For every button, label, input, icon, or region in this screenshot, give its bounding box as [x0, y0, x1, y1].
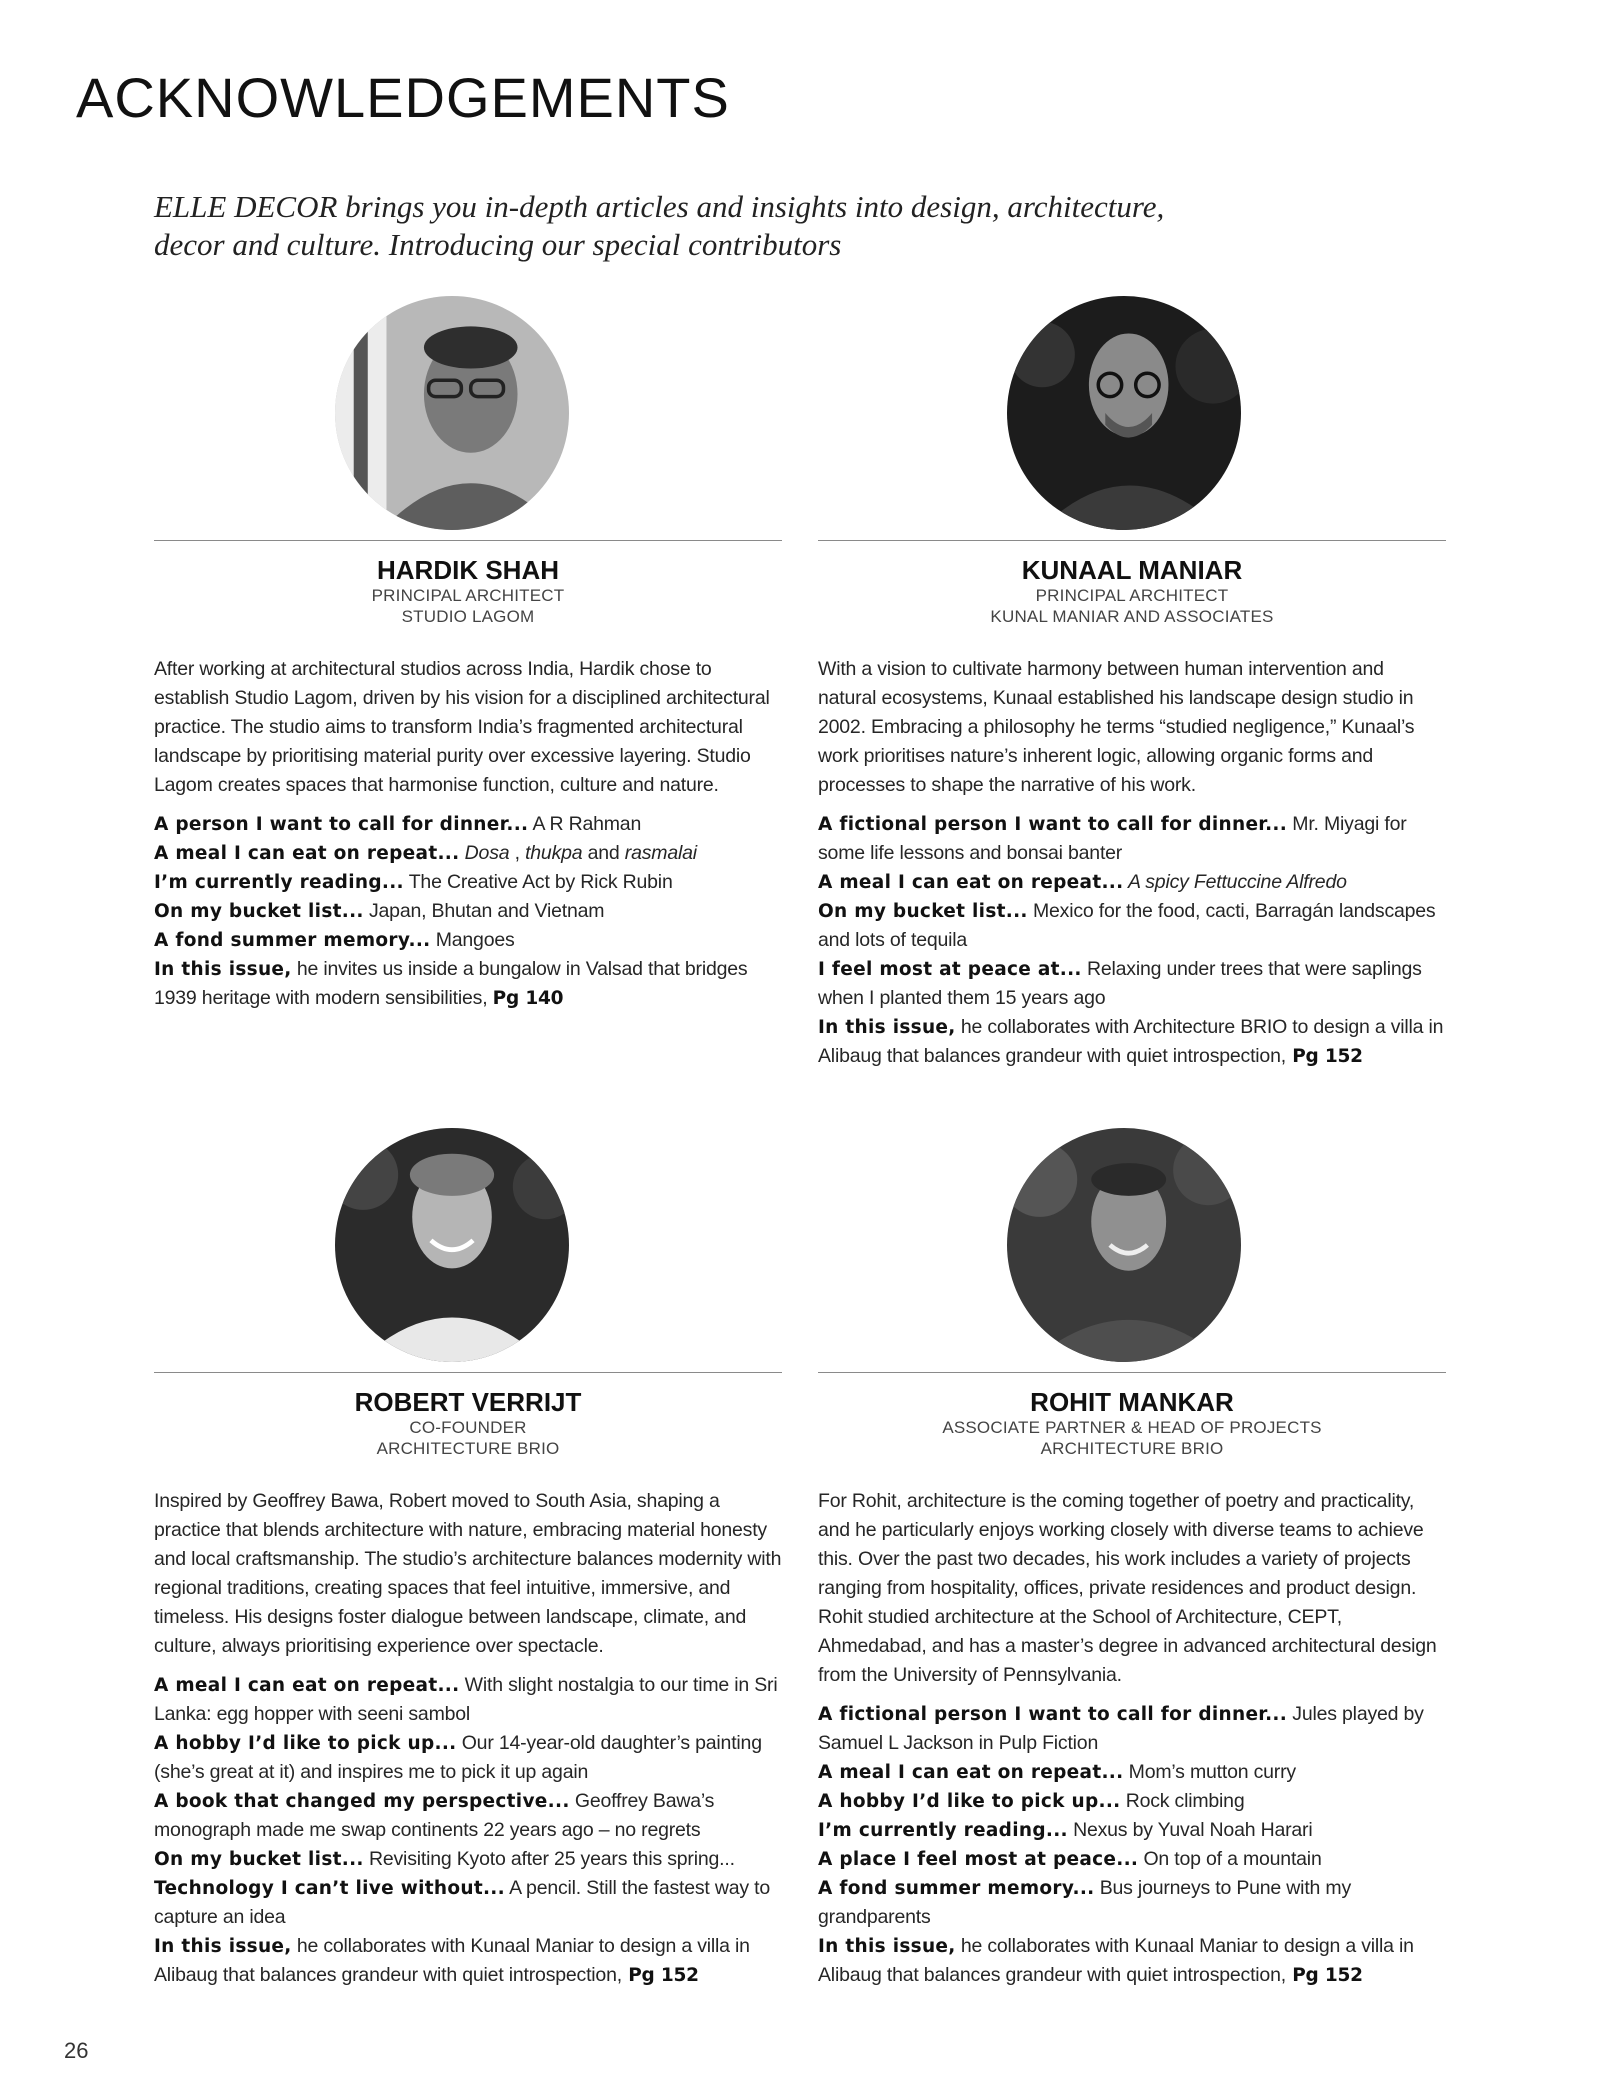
contributor-studio: STUDIO LAGOM: [401, 607, 535, 626]
qa-item: On my bucket list... Japan, Bhutan and Vietnam: [154, 900, 605, 922]
contributor-bio: For Rohit, architecture is the coming together of poetry and practicality, and he particularly enjoys working closely with diverse teams to achieve this. Over the past two decades, his work includes a variety of projects ranging from hospitality, offices, private residences and product design. Rohit studied architecture at the School of Architecture, CEPT, Ahmedabad, and has a master’s degree in advanced architectural design from the University of Pennsylvania.: [818, 1490, 1437, 1686]
portrait-photo: [335, 296, 569, 530]
qa-list: [154, 1671, 782, 1990]
contributor-studio: ARCHITECTURE BRIO: [376, 1439, 560, 1458]
qa-item: A book that changed my perspective... Geoffrey Bawa’s monograph made me swap continents 22 years ago – no regrets: [154, 1790, 715, 1841]
contributor-studio: ARCHITECTURE BRIO: [1040, 1439, 1224, 1458]
contributor-bio: Inspired by Geoffrey Bawa, Robert moved to South Asia, shaping a practice that blends architecture with nature, embracing material honesty and local craftsmanship. The studio’s architecture balances modernity with regional traditions, creating spaces that feel intuitive, immersive, and timeless. His designs foster dialogue between landscape, climate, and culture, always prioritising experience over spectacle.: [154, 1490, 782, 1657]
contributor-card-robert-verrijt: [154, 1128, 782, 1990]
contributor-studio: KUNAL MANIAR AND ASSOCIATES: [990, 607, 1274, 626]
qa-item: I feel most at peace at... Relaxing under trees that were saplings when I planted them 15 years ago: [818, 958, 1422, 1009]
intro-text: [154, 188, 1354, 264]
contributor-name: ROBERT VERRIJT: [354, 1387, 582, 1417]
divider: [818, 1372, 1446, 1373]
qa-item: A meal I can eat on repeat... Dosa , thukpa and rasmalai: [154, 842, 697, 864]
qa-item: A place I feel most at peace... On top of a mountain: [818, 1848, 1322, 1870]
page-reference: Pg 152: [1285, 1965, 1363, 1986]
qa-item: A meal I can eat on repeat... Mom’s mutton curry: [818, 1761, 1296, 1783]
in-this-issue: In this issue, he collaborates with Architecture BRIO to design a villa in Alibaug that balances grandeur with quiet introspection, Pg 152: [818, 1016, 1444, 1067]
contributor-role: PRINCIPAL ARCHITECT: [371, 586, 565, 605]
contributor-name: HARDIK SHAH: [377, 555, 559, 585]
portrait-photo: [1007, 1128, 1241, 1362]
page-title: ACKNOWLEDGEMENTS: [76, 66, 730, 129]
contributor-bio: After working at architectural studios across India, Hardik chose to establish Studio Lagom, driven by his vision for a disciplined architectural practice. The studio aims to transform India’s fragmented architectural landscape by prioritising material purity over excessive layering. Studio Lagom creates spaces that harmonise function, culture and nature.: [154, 658, 770, 796]
qa-item: A meal I can eat on repeat... With slight nostalgia to our time in Sri Lanka: egg hopper with seeni sambol: [154, 1674, 778, 1725]
qa-item: On my bucket list... Revisiting Kyoto after 25 years this spring...: [154, 1848, 735, 1870]
qa-item: A fictional person I want to call for dinner... Mr. Miyagi for some life lessons and bonsai banter: [818, 813, 1407, 864]
qa-item: I’m currently reading... The Creative Act by Rick Rubin: [154, 871, 673, 893]
qa-list: [154, 810, 782, 1013]
qa-list: [818, 1700, 1446, 1990]
qa-item: A hobby I’d like to pick up... Rock climbing: [818, 1790, 1245, 1812]
qa-item: On my bucket list... Mexico for the food, cacti, Barragán landscapes and lots of tequila: [818, 900, 1436, 951]
page-reference: Pg 152: [621, 1965, 699, 1986]
qa-item: A meal I can eat on repeat... A spicy Fettuccine Alfredo: [818, 871, 1347, 893]
contributor-name: ROHIT MANKAR: [1030, 1387, 1234, 1417]
contributor-card-hardik-shah: [154, 296, 782, 1013]
page-reference: Pg 152: [1285, 1046, 1363, 1067]
qa-item: A fictional person I want to call for dinner... Jules played by Samuel L Jackson in Pulp Fiction: [818, 1703, 1424, 1754]
qa-item: I’m currently reading... Nexus by Yuval Noah Harari: [818, 1819, 1313, 1841]
qa-item: A fond summer memory... Bus journeys to Pune with my grandparents: [818, 1877, 1351, 1928]
contributor-card-kunaal-maniar: [818, 296, 1446, 1071]
page-number: 26: [64, 2038, 89, 2063]
divider: [154, 540, 782, 541]
page-reference: Pg 140: [492, 988, 564, 1009]
qa-item: Technology I can’t live without... A pencil. Still the fastest way to capture an idea: [154, 1877, 771, 1928]
in-this-issue: In this issue, he invites us inside a bungalow in Valsad that bridges 1939 heritage with modern sensibilities, Pg 140: [154, 958, 748, 1009]
divider: [818, 540, 1446, 541]
qa-item: A hobby I’d like to pick up... Our 14-year-old daughter’s painting (she’s great at it) and inspires me to pick it up again: [154, 1732, 762, 1783]
contributor-name: KUNAAL MANIAR: [1021, 555, 1243, 585]
in-this-issue: In this issue, he collaborates with Kunaal Maniar to design a villa in Alibaug that balances grandeur with quiet introspection, Pg 152: [154, 1935, 750, 1986]
portrait-photo: [1007, 296, 1241, 530]
qa-list: [818, 810, 1446, 1071]
contributor-role: PRINCIPAL ARCHITECT: [1035, 586, 1229, 605]
qa-item: A fond summer memory... Mangoes: [154, 929, 515, 951]
divider: [154, 1372, 782, 1373]
in-this-issue: In this issue, he collaborates with Kunaal Maniar to design a villa in Alibaug that balances grandeur with quiet introspection, Pg 152: [818, 1935, 1414, 1986]
qa-item: A person I want to call for dinner... A R Rahman: [154, 813, 642, 835]
intro-line-2: decor and culture. Introducing our special contributors: [154, 227, 842, 262]
contributor-role: ASSOCIATE PARTNER & HEAD OF PROJECTS: [942, 1418, 1322, 1437]
contributor-bio: With a vision to cultivate harmony between human intervention and natural ecosystems, Kunaal established his landscape design studio in 2002. Embracing a philosophy he terms “studied negligence,” Kunaal’s work prioritises nature’s inherent logic, allowing organic forms and processes to shape the narrative of his work.: [818, 658, 1415, 796]
intro-line-1: ELLE DECOR brings you in-depth articles and insights into design, architecture,: [154, 189, 1165, 224]
contributor-card-rohit-mankar: [818, 1128, 1446, 1990]
portrait-photo: [335, 1128, 569, 1362]
contributor-role: CO-FOUNDER: [409, 1418, 527, 1437]
